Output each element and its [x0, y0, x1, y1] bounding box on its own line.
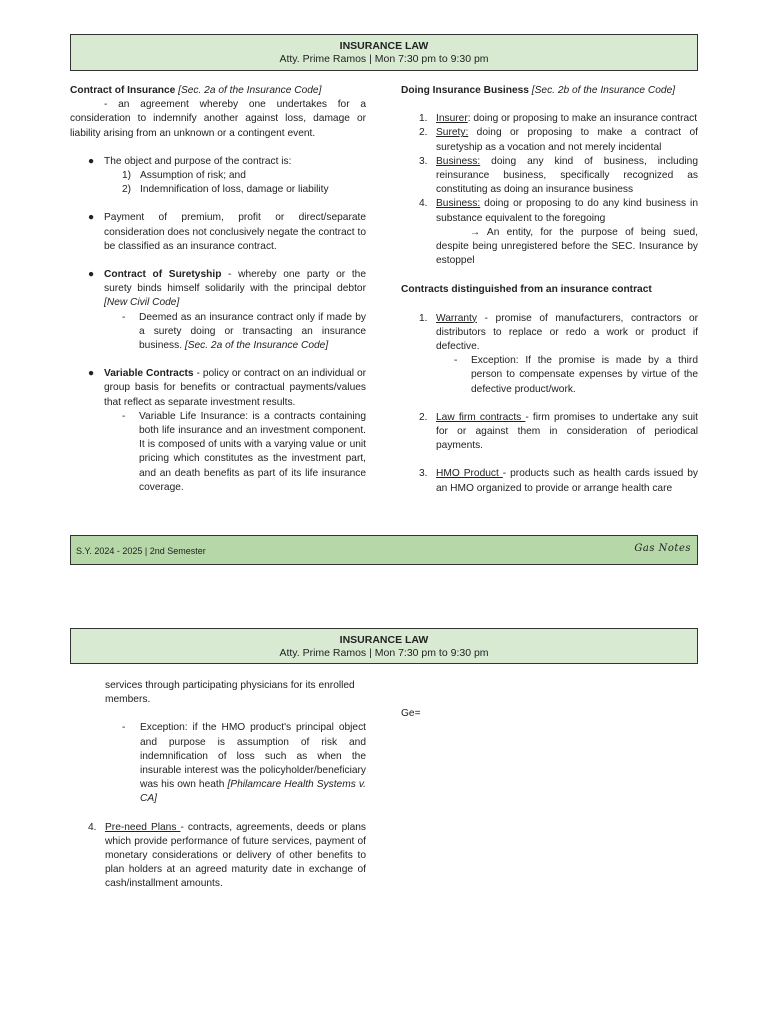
header-subtitle: Atty. Prime Ramos | Mon 7:30 pm to 9:30 pm — [279, 53, 489, 65]
right-stray-text: Ge= — [401, 708, 421, 719]
page1-right-column — [401, 84, 698, 496]
hmo-continuation: services through participating physicians for its enrolled members. — [105, 680, 355, 706]
list-item: 1. Insurer: doing or proposing to make an insurance contract — [419, 113, 698, 125]
page2-left-column — [70, 679, 366, 892]
sub-item: - Deemed as an insurance contract only if made by a surety doing or transacting an insurance business. [Sec. 2a of the Insurance Code] — [122, 311, 366, 352]
list-item: 2) Indemnification of loss, damage or liability — [122, 184, 329, 196]
footer-semester: S.Y. 2024 - 2025 | 2nd Semester — [76, 546, 206, 556]
list-item: 3. HMO Product - products such as health cards issued by an HMO organized to provide or arrange health care — [419, 468, 698, 494]
bullet-object-purpose: ● The object and purpose of the contract is: 1) Assumption of risk; and 2) Indemnification of loss, damage or liability — [70, 155, 366, 198]
page1-left-column — [70, 84, 366, 495]
doing-insurance-business-heading: Doing Insurance Business [Sec. 2b of the Insurance Code] — [401, 85, 676, 96]
header-title: INSURANCE LAW — [339, 634, 429, 646]
page2-right-column — [401, 707, 698, 721]
contract-of-insurance-definition: - an agreement whereby one undertakes for a consideration to indemnify another against loss, damage or liability arising from an unknown or a contingent event. — [70, 99, 366, 139]
sub-item: - Variable Life Insurance: is a contracts containing both life insurance and an investment component. It is composed of units with a varying value or unit pricing which constitutes as the investment part, and an death benefits as part of its life insurance coverage. — [122, 410, 366, 493]
doing-business-list — [401, 112, 698, 268]
header-title: INSURANCE LAW — [339, 40, 429, 52]
contract-of-insurance-heading: Contract of Insurance [Sec. 2a of the Insurance Code] — [70, 85, 322, 96]
bullet-icon: ● — [88, 155, 95, 167]
sub-item: - Exception: If the promise is made by a third person to compensate expenses by virtue of the defective product/work. — [454, 355, 698, 395]
list-item: 1) Assumption of risk; and — [122, 170, 246, 182]
bullet-suretyship: ● Contract of Suretyship - whereby one party or the surety binds himself solidarily with the principal debtor [New Civil Code] - Deemed as an insurance contract only if made by a surety doing or transacting an insurance business. [Sec. 2a of the Insurance Code] — [70, 268, 366, 353]
list-item: 4. Business: doing or proposing to do any kind business in substance equivalent to the foregoing → An entity, for the purpose of being sued, despite being unregistered before the SEC. Insurance by estoppel — [401, 197, 698, 268]
page1-footer — [70, 535, 698, 565]
hmo-exception: - Exception: if the HMO product's principal object and purpose is assumption of risk and indemnification of loss such as when the insurable interest was the policyholder/beneficiary was his own heath [Philamcare Health Systems v. CA] — [122, 722, 366, 805]
list-item: 3. Business: doing any kind of business, including reinsurance business, specifically recognized as constituting as doing an insurance business — [419, 155, 698, 196]
page1-header — [70, 34, 698, 71]
list-item: 2. Law firm contracts - firm promises to undertake any suit for or against them in consideration of periodical payments. — [419, 411, 698, 452]
bullet-icon: ● — [88, 212, 95, 224]
contracts-distinguished-heading: Contracts distinguished from an insurance contract — [401, 284, 652, 296]
bullet-variable-contracts: ● Variable Contracts - policy or contract on an individual or group basis for benefits or contractual payments/values that reflect as separate investment results. - Variable Life Insurance: is a contracts containing both life insurance and an investment component. It is composed of units with a varying value or unit pricing which constitutes as the investment part, and an death benefits as part of its life insurance coverage. — [70, 367, 366, 495]
page2-header — [70, 628, 698, 664]
pre-need-plans-item: 4. Pre-need Plans - contracts, agreements, deeds or plans which provide performance of future services, payment of monetary considerations or delivery of other benefits to plan holders at an agreed maturity date in exchange of cash/installment amounts. — [88, 821, 366, 890]
footer-signature: Gas Notes — [634, 543, 691, 554]
bullet-payment-premium: ● Payment of premium, profit or direct/separate consideration does not conclusively negate the contract to be classified as an insurance contract. — [88, 212, 366, 252]
bullet-icon: ● — [88, 269, 95, 281]
estoppel-note: → An entity, for the purpose of being sued, despite being unregistered before the SEC. Insurance by estoppel — [436, 226, 698, 267]
header-subtitle: Atty. Prime Ramos | Mon 7:30 pm to 9:30 pm — [279, 647, 489, 659]
bullet-icon: ● — [88, 368, 95, 380]
list-item: 2. Surety: doing or proposing to make a contract of suretyship as a vocation and not merely incidental — [419, 127, 698, 153]
list-item: 1. Warranty - promise of manufacturers, contractors or distributors to replace or redo a work or product if defective. - Exception: If the promise is made by a third person to compensate expenses by virtue of the defective product/work. — [401, 312, 698, 397]
distinguished-list — [401, 312, 698, 496]
